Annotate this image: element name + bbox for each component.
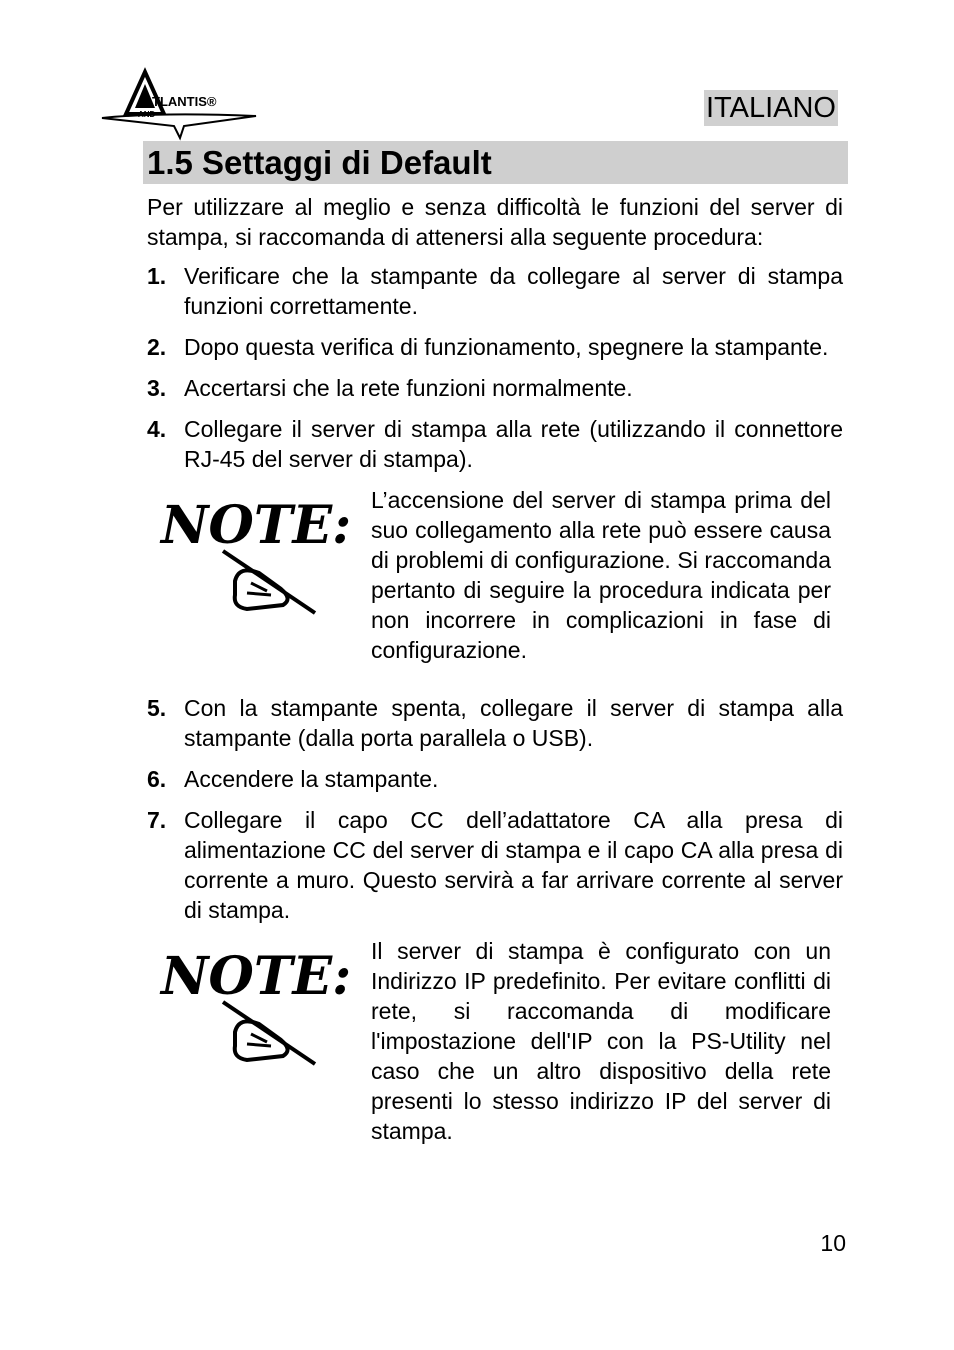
note-box [147,936,843,1146]
list-number: 4. [147,416,167,442]
list-item [147,414,843,474]
list-item [147,332,843,362]
list-number: 2. [147,334,167,360]
list-item [147,373,843,403]
list-item [147,693,843,753]
list-text: Con la stampante spenta, collegare il server di stampa alla stampante (dalla porta parallela o USB). [184,695,843,751]
list-item [147,261,843,321]
intro-paragraph: Per utilizzare al meglio e senza difficoltà le funzioni del server di stampa, si raccomanda di attenersi alla seguente procedura: [147,194,843,250]
list-number: 3. [147,375,167,401]
language-badge: ITALIANO [706,92,836,124]
note-label: NOTE: [161,495,352,556]
note-hand-icon [147,936,371,1146]
list-text: Verificare che la stampante da collegare al server di stampa funzioni correttamente. [184,263,843,319]
note-label: NOTE: [161,946,352,1007]
list-item [147,764,843,794]
list-number: 7. [147,807,167,833]
logo-text-land: AND [138,110,156,119]
note-box [147,485,843,665]
page-number: 10 [820,1230,846,1256]
list-number: 1. [147,263,167,289]
list-text: Collegare il capo CC dell’adattatore CA alla presa di alimentazione CC del server di stampa e il capo CA alla presa di corrente a muro. Questo servirà a far arrivare corrente al server di stampa. [184,807,843,923]
page-content [147,192,843,1146]
logo-text-atlantis: TLANTIS® [152,94,217,109]
note-text: L’accensione del server di stampa prima del suo collegamento alla rete può essere causa di problemi di configurazione. Si raccomanda pertanto di seguire la procedura indicata per non incorrere in complicazioni in fase di configurazione. [371,487,831,663]
list-text: Dopo questa verifica di funzionamento, spegnere la stampante. [184,334,829,360]
list-text: Accendere la stampante. [184,766,439,792]
note-hand-icon [147,485,371,665]
atlantis-land-logo [100,68,260,140]
list-number: 6. [147,766,167,792]
note-text: Il server di stampa è configurato con un Indirizzo IP predefinito. Per evitare conflitti di rete, si raccomanda di modificare l'impostazione dell'IP con la PS-Utility nel caso che un altro dispositivo della rete presenti lo stesso indirizzo IP del server di stampa. [371,938,831,1144]
list-text: Accertarsi che la rete funzioni normalmente. [184,375,633,401]
list-item [147,805,843,925]
list-text: Collegare il server di stampa alla rete (utilizzando il connettore RJ-45 del server di stampa). [184,416,843,472]
list-number: 5. [147,695,167,721]
section-title: 1.5 Settaggi di Default [143,141,848,184]
